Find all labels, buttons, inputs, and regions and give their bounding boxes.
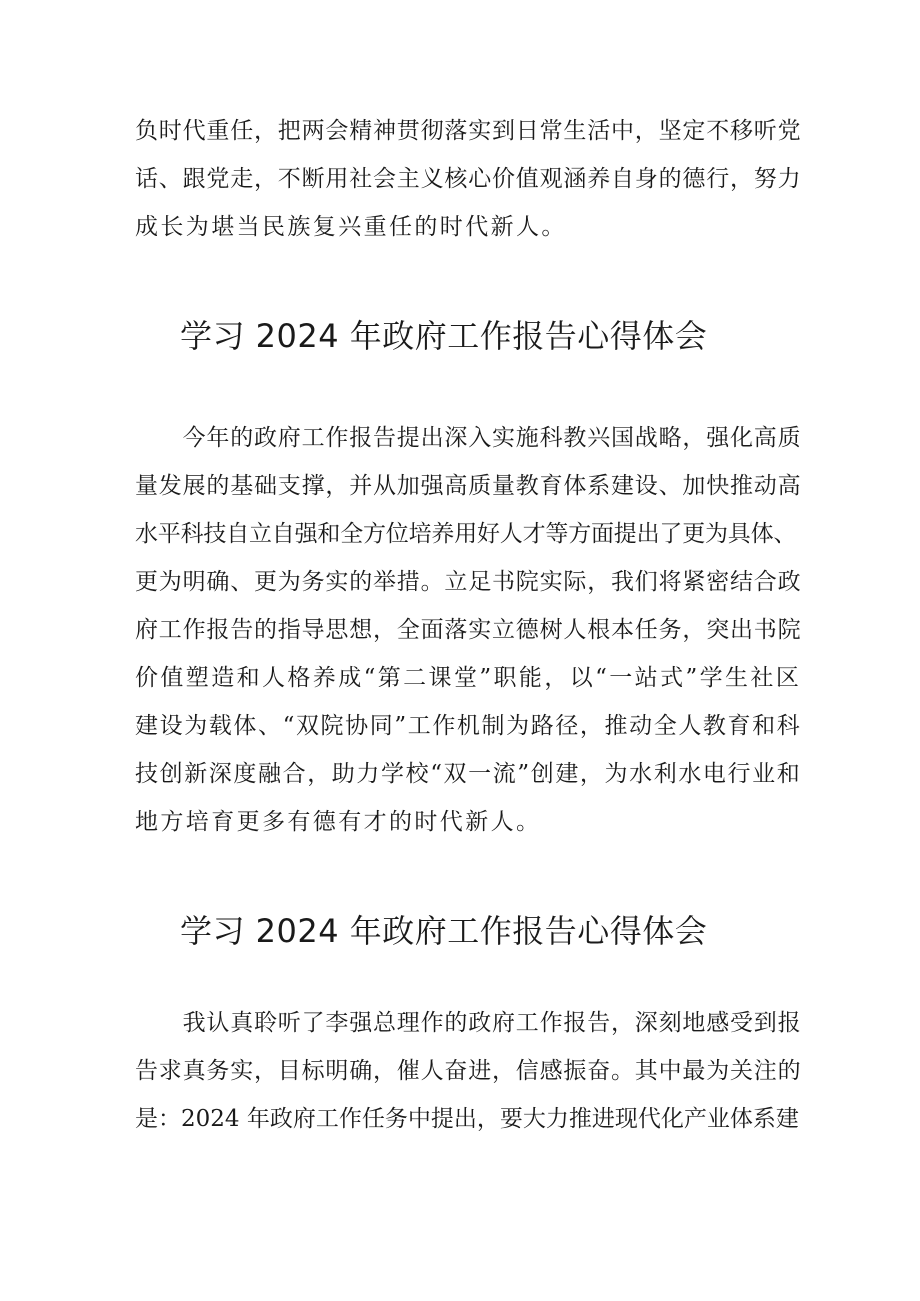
text-line: 告求真务实，目标明确，催人奋进，信感振奋。其中最为关注的 — [135, 1058, 802, 1084]
text-line: 更为明确、更为务实的举措。立足书院实际，我们将紧密结合政 — [135, 569, 802, 595]
text-line: 话、跟党走，不断用社会主义核心价值观涵养自身的德行，努力 — [135, 166, 802, 192]
text-line: 是：2024 年政府工作任务中提出，要大力推进现代化产业体系建 — [135, 1106, 799, 1132]
section-title: 学习 2024 年政府工作报告心得体会 — [180, 912, 708, 950]
text-line: 技创新深度融合，助力学校“双一流”创建，为水利水电行业和 — [135, 761, 802, 787]
text-line: 建设为载体、“双院协同”工作机制为路径，推动全人教育和科 — [135, 713, 802, 739]
section-paragraph — [135, 414, 800, 846]
section-title: 学习 2024 年政府工作报告心得体会 — [180, 317, 708, 355]
text-line: 水平科技自立自强和全方位培养用好人才等方面提出了更为具体、 — [135, 521, 797, 547]
text-line: 成长为堪当民族复兴重任的时代新人。 — [135, 214, 567, 240]
text-line: 今年的政府工作报告提出深入实施科教兴国战略，强化高质 — [135, 425, 802, 451]
text-line: 地方培育更多有德有才的时代新人。 — [135, 809, 542, 835]
text-line: 府工作报告的指导思想，全面落实立德树人根本任务，突出书院 — [135, 617, 802, 643]
paragraph-continuation — [135, 107, 800, 251]
section-paragraph — [135, 999, 800, 1143]
text-line: 量发展的基础支撑，并从加强高质量教育体系建设、加快推动高 — [135, 473, 802, 499]
text-line: 负时代重任，把两会精神贯彻落实到日常生活中，坚定不移听党 — [135, 118, 802, 144]
text-line: 价值塑造和人格养成“第二课堂”职能，以“一站式”学生社区 — [135, 665, 802, 691]
text-line: 我认真聆听了李强总理作的政府工作报告，深刻地感受到报 — [135, 1010, 802, 1036]
